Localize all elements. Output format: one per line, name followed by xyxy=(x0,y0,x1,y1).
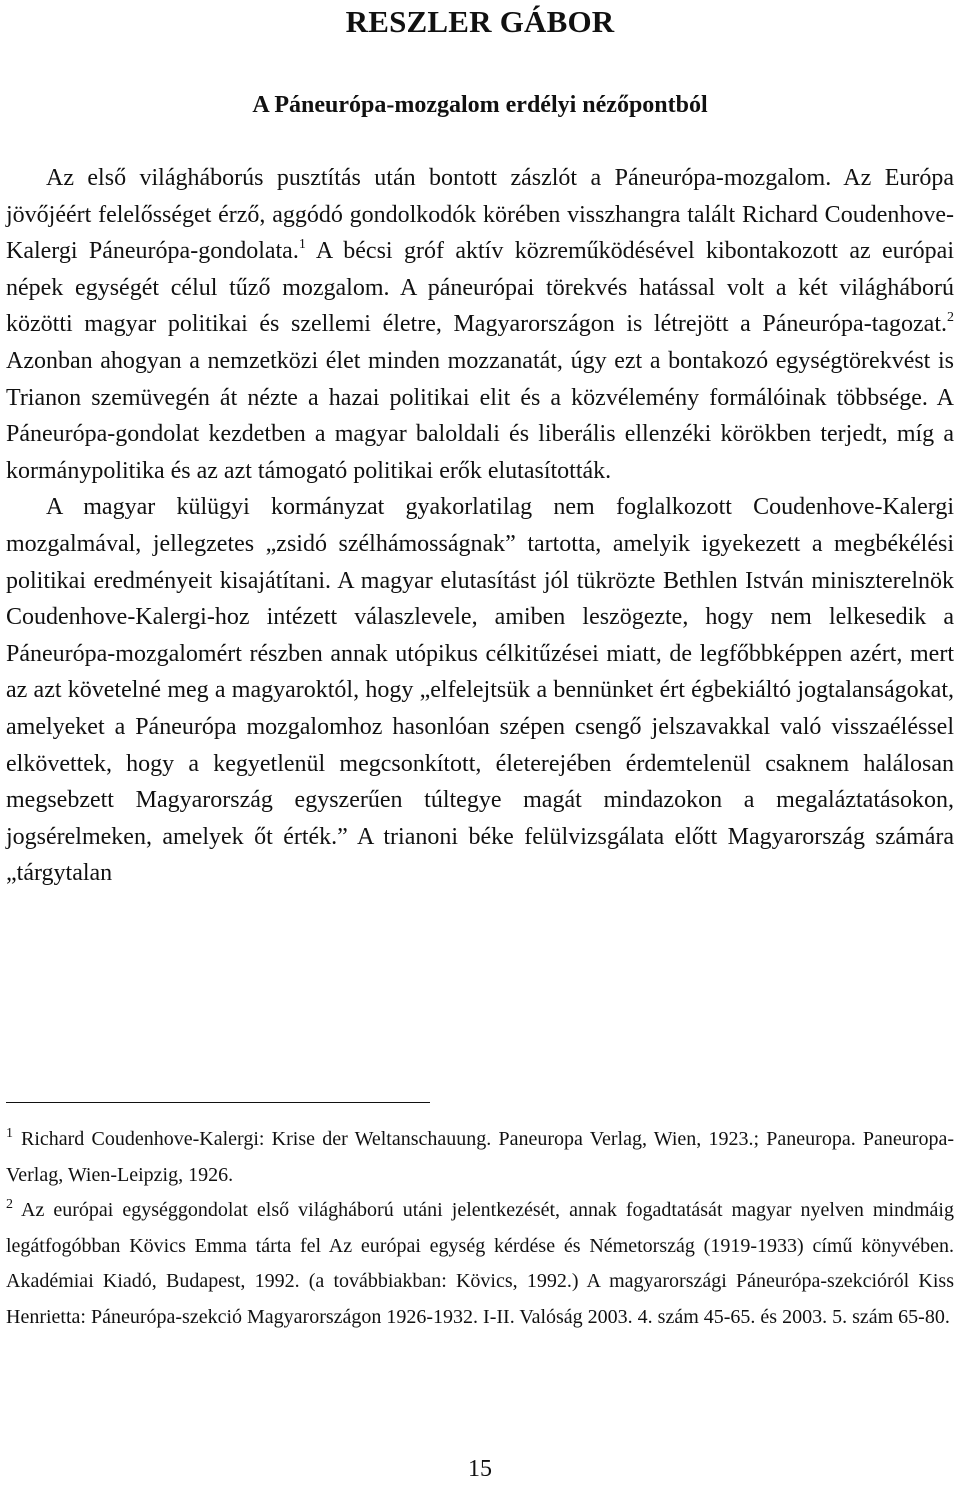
footnote-1-text: Richard Coudenhove-Kalergi: Krise der Weltanschauung. Paneuropa Verlag, Wien, 1923.; Paneuropa. Paneuropa-Verlag, Wien-Leipzig, 1926. xyxy=(6,1128,954,1186)
article-title: A Páneurópa-mozgalom erdélyi nézőpontból xyxy=(252,92,708,118)
document-page xyxy=(6,0,954,892)
footnote-1 xyxy=(6,1122,954,1193)
footnote-2-mark: 2 xyxy=(6,1197,13,1212)
footnote-1-mark: 1 xyxy=(6,1126,13,1141)
footnotes xyxy=(6,1122,954,1335)
author-name: RESZLER GÁBOR xyxy=(345,4,615,39)
footnote-divider xyxy=(6,1102,430,1103)
page-number: 15 xyxy=(468,1456,492,1482)
footnote-ref-2: 2 xyxy=(947,310,954,326)
footnote-2 xyxy=(6,1193,954,1335)
paragraph-1-segment-3: Azonban ahogyan a nemzetközi élet minden mozzanatát, úgy ezt a bontakozó egységtörekvést is Trianon szemüvegén át nézte a hazai politikai elit és a közvélemény formálóinak többsége. A Páneurópa-gondolat kezdetben a magyar baloldali és liberális ellenzéki körökben terjedt, míg a kormánypolitika és az azt támogató politikai erők elutasították. xyxy=(6,347,954,484)
paragraph-1 xyxy=(6,160,954,489)
paragraph-1-segment-2: A bécsi gróf aktív közreműködésével kibontakozott az európai népek egységét célul tűző mozgalom. A páneurópai törekvés hatással volt a két világháború közötti magyar politikai és szellemi életre, Magyarországon is létrejött a Páneurópa-tagozat. xyxy=(6,238,954,338)
footnote-2-text: Az európai egységgondolat első világháború utáni jelentkezését, annak fogadtatását magyar nyelven mindmáig legátfogóbban Kövics Emma tárta fel Az európai egység kérdése és Németország (1919-1933) című könyvében. Akadémiai Kiadó, Budapest, 1992. (a továbbiakban: Kövics, 1992.) A magyarországi Páneurópa-szekcióról Kiss Henrietta: Páneurópa-szekció Magyarországon 1926-1932. I-II. Valóság 2003. 4. szám 45-65. és 2003. 5. szám 65-80. xyxy=(6,1199,954,1328)
footnote-ref-1: 1 xyxy=(298,237,306,253)
main-text xyxy=(6,160,954,892)
paragraph-2: A magyar külügyi kormányzat gyakorlatilag nem foglalkozott Coudenhove-Kalergi mozgalmával, jellegzetes „zsidó szélhámosságnak” tartotta, amelyik igyekezett a megbékélési politikai eredményeit kisajátítani. A magyar elutasítást jól tükrözte Bethlen István miniszterelnök Coudenhove-Kalergi-hoz intézett válaszlevele, amiben leszögezte, hogy nem lelkesedik a Páneurópa-mozgalomért részben annak utópikus célkitűzései miatt, de legfőbbképpen azért, mert az azt követelné meg a magyaroktól, hogy „elfelejtsük a bennünket ért égbekiáltó jogtalanságokat, amelyeket a Páneurópa mozgalomhoz hasonlóan szépen csengő jelszavakkal való visszaéléssel elkövettek, hogy a kegyetlenül megcsonkított, életerejében érdemtelenül csaknem halálosan megsebzett Magyarország egyszerűen túltegye magát mindazokon a megaláztatásokon, jogsérelmeken, amelyek őt érték.” A trianoni béke felülvizsgálata előtt Magyarország számára „tárgytalan xyxy=(6,494,954,887)
paragraph-1-segment-1: Az első világháborús pusztítás után bontott zászlót a Páneurópa-mozgalom. Az Európa jövőjéért felelősséget érző, aggódó gondolkodók körében visszhangra talált Richard Coudenhove-Kalergi Páneurópa-gondolata. xyxy=(6,165,954,265)
